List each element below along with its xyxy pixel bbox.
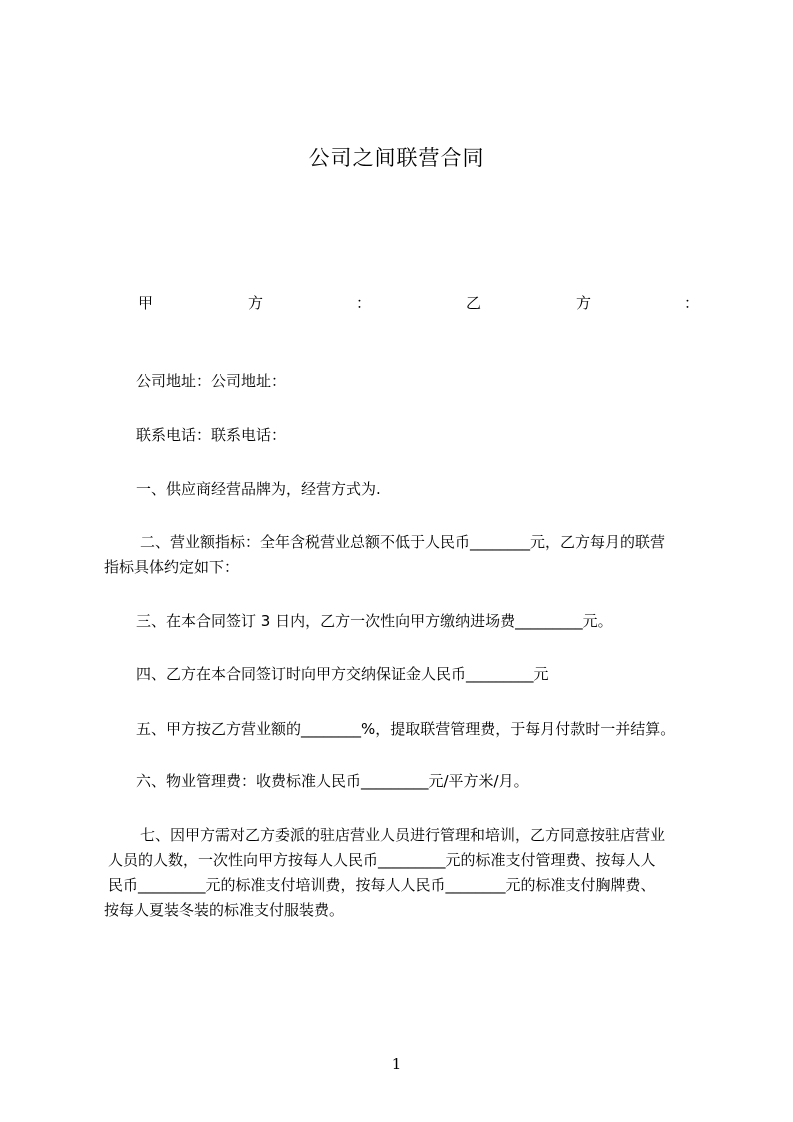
clause-5: 五、甲方按乙方营业额的________%，提取联营管理费，于每月付款时一并结算。 [136, 720, 676, 738]
party-a-char2: 方 [248, 294, 264, 312]
party-b-char2: 方 [576, 294, 592, 312]
clause-4: 四、乙方在本合同签订时向甲方交纳保证金人民币_________元 [136, 665, 549, 683]
clause-7-line-4: 按每人夏装冬装的标准支付服装费。 [104, 901, 345, 919]
clause-3: 三、在本合同签订 3 日内，乙方一次性向甲方缴纳进场费_________元。 [136, 612, 613, 630]
clause-7-line-2: 人员的人数，一次性向甲方按每人人民币_________元的标准支付管理费、按每人人 [108, 851, 656, 869]
clause-2-line-1: 二、营业额指标：全年含税营业总额不低于人民币________元，乙方每月的联营 [140, 533, 666, 551]
party-b-colon: ： [684, 294, 700, 312]
phone-line: 联系电话：联系电话： [136, 426, 287, 444]
clause-7 [104, 823, 700, 923]
parties-row [0, 292, 793, 314]
clause-1: 一、供应商经营品牌为，经营方式为. [136, 480, 381, 498]
clause-7-line-1: 七、因甲方需对乙方委派的驻店营业人员进行管理和培训，乙方同意按驻店营业 [140, 826, 666, 844]
page-number: 1 [391, 1055, 402, 1073]
clause-2 [104, 530, 700, 580]
party-a-char1: 甲 [138, 294, 154, 312]
address-line: 公司地址：公司地址： [136, 372, 287, 390]
party-b-char1: 乙 [466, 294, 482, 312]
page-title: 公司之间联营合同 [308, 146, 485, 170]
clause-6: 六、物业管理费：收费标准人民币_________元/平方米/月。 [136, 772, 529, 790]
clause-2-line-2: 指标具体约定如下： [104, 558, 240, 576]
clause-7-line-3: 民币_________元的标准支付培训费，按每人人民币________元的标准支付胸牌费、 [108, 876, 656, 894]
party-a-colon: ： [356, 294, 372, 312]
